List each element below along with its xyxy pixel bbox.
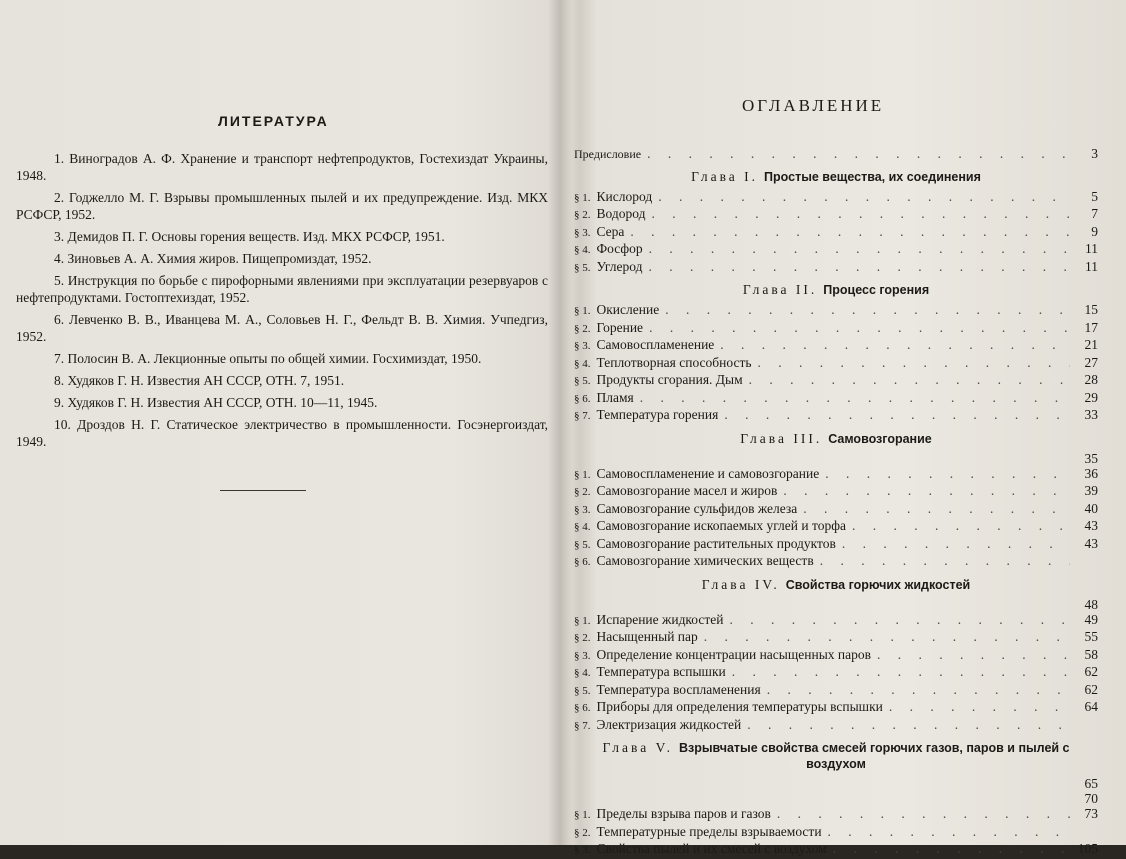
leader-dots xyxy=(720,337,1070,353)
section-number: § 3. xyxy=(574,226,591,239)
leader-dots xyxy=(825,466,1070,482)
literature-title: ЛИТЕРАТУРА xyxy=(218,113,329,129)
leader-dots xyxy=(730,612,1070,628)
toc-row xyxy=(574,518,1098,536)
toc-entry-label: § 1. Пределы взрыва паров и газов xyxy=(574,806,771,821)
toc-entry-label: § 2. Насыщенный пар xyxy=(574,629,698,644)
page-number: 5 xyxy=(1091,188,1098,204)
toc-row xyxy=(574,241,1098,259)
page-number: 7 xyxy=(1091,206,1098,221)
chapter-number: Глава II. xyxy=(742,282,818,297)
reference-item: 4. Зиновьев А. А. Химия жиров. Пищепромиздат, 1952. xyxy=(54,251,372,266)
chapter-name: Процесс горения xyxy=(823,283,930,297)
leader-dots xyxy=(877,647,1070,663)
toc-entry-label: § 1. Окисление xyxy=(574,302,660,317)
leader-dots xyxy=(647,146,1070,162)
toc-entry-label: § 2. Самовозгорание масел и жиров xyxy=(574,483,778,498)
toc-row xyxy=(574,483,1098,501)
leader-dots xyxy=(749,372,1070,388)
toc-row xyxy=(574,501,1098,519)
toc-row xyxy=(574,664,1098,682)
leader-dots xyxy=(842,536,1070,552)
leader-dots xyxy=(732,664,1070,680)
leader-dots xyxy=(649,241,1070,257)
toc-entry-label: § 3. Свойства пылей и их смесей с воздухом xyxy=(574,841,827,856)
section-number: § 2. xyxy=(574,322,591,335)
section-number: § 4. xyxy=(574,521,591,533)
toc-entry-label: § 3. Определение концентрации насыщенных паров xyxy=(574,646,871,662)
leader-dots xyxy=(777,806,1070,822)
section-number: § 1. xyxy=(574,809,591,821)
chapter-heading xyxy=(574,169,1098,185)
toc-row xyxy=(574,337,1098,355)
toc-entry-label: § 5. Температура воспламенения xyxy=(574,681,761,697)
reference-item: 3. Демидов П. Г. Основы горения веществ. Изд. МКХ РСФСР, 1951. xyxy=(54,229,445,244)
section-number: § 7. xyxy=(574,410,591,422)
leader-dots xyxy=(704,629,1070,645)
toc-entry-label: § 3. Сера xyxy=(574,223,625,239)
page-number: 105 xyxy=(1077,841,1098,856)
contents-title: ОГЛАВЛЕНИЕ xyxy=(742,96,885,115)
toc-entry-label: § 7. Температура горения xyxy=(574,407,719,422)
reference-item: 1. Виноградов А. Ф. Хранение и транспорт нефтепродуктов, Гостехиздат Украины, 1948. xyxy=(16,151,548,183)
toc-row xyxy=(574,553,1098,571)
toc-row xyxy=(574,841,1098,859)
section-number: § 5. xyxy=(574,684,591,697)
page-number: 58 xyxy=(1084,646,1098,662)
reference-item: 7. Полосин В. А. Лекционные опыты по общей химии. Госхимиздат, 1950. xyxy=(54,351,482,366)
page-number: 28 xyxy=(1084,372,1098,387)
section-number: § 6. xyxy=(574,556,591,568)
reference-list xyxy=(16,150,548,455)
page-number: 64 xyxy=(1084,699,1098,714)
table-of-contents xyxy=(574,146,1098,859)
reference-item: 5. Инструкция по борьбе с пирофорными явлениями при эксплуатации резервуаров с нефтепродуктами. Гостоптехиздат, 1952. xyxy=(16,273,548,305)
section-number: § 2. xyxy=(574,632,591,644)
toc-entry-label: § 2. Водород xyxy=(574,206,646,221)
leader-dots xyxy=(852,518,1070,534)
chapter-number: Глава V. xyxy=(602,740,673,755)
leader-dots xyxy=(665,302,1070,318)
section-number: § 1. xyxy=(574,305,591,317)
page-number: 43 xyxy=(1084,535,1098,551)
leader-dots xyxy=(648,259,1070,275)
leader-dots xyxy=(803,501,1070,517)
toc-entry-label: § 2. Горение xyxy=(574,319,644,335)
toc-entry-label: § 6. Приборы для определения температуры вспышки xyxy=(574,699,883,714)
toc-row xyxy=(574,647,1098,665)
section-number: § 4. xyxy=(574,244,591,256)
toc-row xyxy=(574,320,1098,338)
toc-entry-label: § 6. Пламя xyxy=(574,389,634,405)
leader-dots xyxy=(820,553,1070,569)
section-number: § 4. xyxy=(574,357,591,370)
toc-entry-label: § 4. Теплотворная способность xyxy=(574,354,752,370)
section-number: § 4. xyxy=(574,667,591,679)
toc-row xyxy=(574,302,1098,320)
toc-row xyxy=(574,536,1098,554)
page-number: 17 xyxy=(1084,319,1098,335)
reference-item: 10. Дроздов Н. Г. Статическое электричество в промышленности. Госэнергоиздат, 1949. xyxy=(16,417,548,449)
page-number: 43 xyxy=(1084,518,1098,533)
page-number: 36 xyxy=(1084,465,1098,481)
toc-entry-label: Предисловие xyxy=(574,147,642,161)
page-number: 62 xyxy=(1084,664,1098,679)
page-number: 70 xyxy=(1084,791,1098,806)
page-number: 65 xyxy=(1084,776,1098,791)
page-number: 48 xyxy=(1084,596,1098,612)
toc-entry-label: § 5. Углерод xyxy=(574,258,643,274)
toc-row xyxy=(574,206,1098,224)
chapter-heading xyxy=(574,577,1098,593)
section-number: § 6. xyxy=(574,392,591,405)
page-number: 9 xyxy=(1091,223,1098,239)
left-page xyxy=(0,0,560,845)
toc-row xyxy=(574,407,1098,425)
chapter-name: Свойства горючих жидкостей xyxy=(785,577,971,592)
chapter-heading xyxy=(574,431,1098,447)
toc-entry-label: § 4. Фосфор xyxy=(574,241,643,256)
toc-entry-label: § 2. Температурные пределы взрываемости xyxy=(574,823,822,839)
section-number: § 3. xyxy=(574,844,591,856)
toc-entry-label: § 7. Электризация жидкостей xyxy=(574,716,742,732)
toc-row xyxy=(574,372,1098,390)
toc-entry-label: § 3. Самовозгорание сульфидов железа xyxy=(574,500,798,516)
end-rule xyxy=(220,490,306,491)
leader-dots xyxy=(758,355,1070,371)
toc-entry-label: § 1. Самовоспламенение и самовозгорание xyxy=(574,465,820,481)
page-number: 73 xyxy=(1084,806,1098,821)
toc-entry-label: § 5. Самовозгорание растительных продуктов xyxy=(574,535,836,551)
leader-dots xyxy=(651,206,1070,222)
toc-row xyxy=(574,717,1098,735)
toc-entry-label: § 3. Самовоспламенение xyxy=(574,337,715,352)
page-number: 11 xyxy=(1085,241,1098,256)
page-number: 62 xyxy=(1084,681,1098,697)
page-number: 27 xyxy=(1084,354,1098,370)
reference-item: 8. Худяков Г. Н. Известия АН СССР, ОТН. 7, 1951. xyxy=(54,373,345,388)
page-number: 21 xyxy=(1084,337,1098,352)
chapter-number: Глава IV. xyxy=(701,576,780,592)
section-number: § 5. xyxy=(574,538,591,551)
section-number: § 5. xyxy=(574,375,591,387)
leader-dots xyxy=(658,189,1070,205)
leader-dots xyxy=(649,320,1070,336)
leader-dots xyxy=(783,483,1070,499)
toc-entry-label: § 5. Продукты сгорания. Дым xyxy=(574,372,743,387)
section-number: § 3. xyxy=(574,649,591,662)
toc-row xyxy=(574,390,1098,408)
section-number: § 2. xyxy=(574,486,591,498)
section-number: § 2. xyxy=(574,209,591,221)
leader-dots xyxy=(724,407,1070,423)
toc-row xyxy=(574,629,1098,647)
toc-row xyxy=(574,355,1098,373)
toc-row xyxy=(574,824,1098,842)
leader-dots xyxy=(833,841,1070,857)
section-number: § 3. xyxy=(574,340,591,352)
toc-row xyxy=(574,699,1098,717)
section-number: § 5. xyxy=(574,261,591,274)
page-number: 3 xyxy=(1091,146,1098,161)
reference-item: 2. Годжелло М. Г. Взрывы промышленных пылей и их предупреждение. Изд. МКХ РСФСР, 1952. xyxy=(16,190,548,222)
toc-entry-label: § 4. Температура вспышки xyxy=(574,664,726,679)
leader-dots xyxy=(747,717,1070,733)
toc-row xyxy=(574,806,1098,824)
leader-dots xyxy=(630,224,1070,240)
leader-dots xyxy=(889,699,1070,715)
section-number: § 2. xyxy=(574,826,591,839)
toc-row xyxy=(574,146,1098,163)
chapter-name: Простые вещества, их соединения xyxy=(764,169,981,184)
page-number: 11 xyxy=(1085,258,1098,274)
page-number: 29 xyxy=(1084,389,1098,405)
chapter-heading xyxy=(574,282,1098,298)
toc-entry-label: § 4. Самовозгорание ископаемых углей и торфа xyxy=(574,518,846,533)
toc-row xyxy=(574,189,1098,207)
toc-row xyxy=(574,224,1098,242)
chapter-name: Взрывчатые свойства смесей горючих газов, паров и пылей с воздухом xyxy=(678,741,1070,771)
section-number: § 7. xyxy=(574,719,591,732)
section-number: § 1. xyxy=(574,614,591,627)
leader-dots xyxy=(640,390,1070,406)
section-number: § 1. xyxy=(574,191,591,204)
chapter-heading xyxy=(574,740,1098,772)
toc-row xyxy=(574,612,1098,630)
reference-item: 9. Худяков Г. Н. Известия АН СССР, ОТН. 10—11, 1945. xyxy=(54,395,378,410)
toc-entry-label: § 6. Самовозгорание химических веществ xyxy=(574,553,814,568)
toc-entry-label: § 1. Испарение жидкостей xyxy=(574,611,724,627)
toc-row xyxy=(574,682,1098,700)
right-page xyxy=(566,0,1126,856)
chapter-number: Глава III. xyxy=(740,430,823,446)
chapter-number: Глава I. xyxy=(691,168,759,184)
page-number: 33 xyxy=(1084,407,1098,422)
leader-dots xyxy=(767,682,1070,698)
toc-row xyxy=(574,259,1098,277)
chapter-name: Самовозгорание xyxy=(828,431,932,446)
page-number: 55 xyxy=(1084,629,1098,644)
toc-row xyxy=(574,466,1098,484)
section-number: § 1. xyxy=(574,468,591,481)
section-number: § 6. xyxy=(574,702,591,714)
reference-item: 6. Левченко В. В., Иванцева М. А., Соловьев Н. Г., Фельдт В. В. Химия. Учпедгиз, 1952. xyxy=(16,312,548,344)
page-number: 15 xyxy=(1084,302,1098,317)
page-number: 39 xyxy=(1084,483,1098,498)
leader-dots xyxy=(828,824,1070,840)
section-number: § 3. xyxy=(574,503,591,516)
page-number: 40 xyxy=(1084,500,1098,516)
page-number: 49 xyxy=(1084,611,1098,627)
page-number: 35 xyxy=(1084,450,1098,466)
toc-entry-label: § 1. Кислород xyxy=(574,188,653,204)
